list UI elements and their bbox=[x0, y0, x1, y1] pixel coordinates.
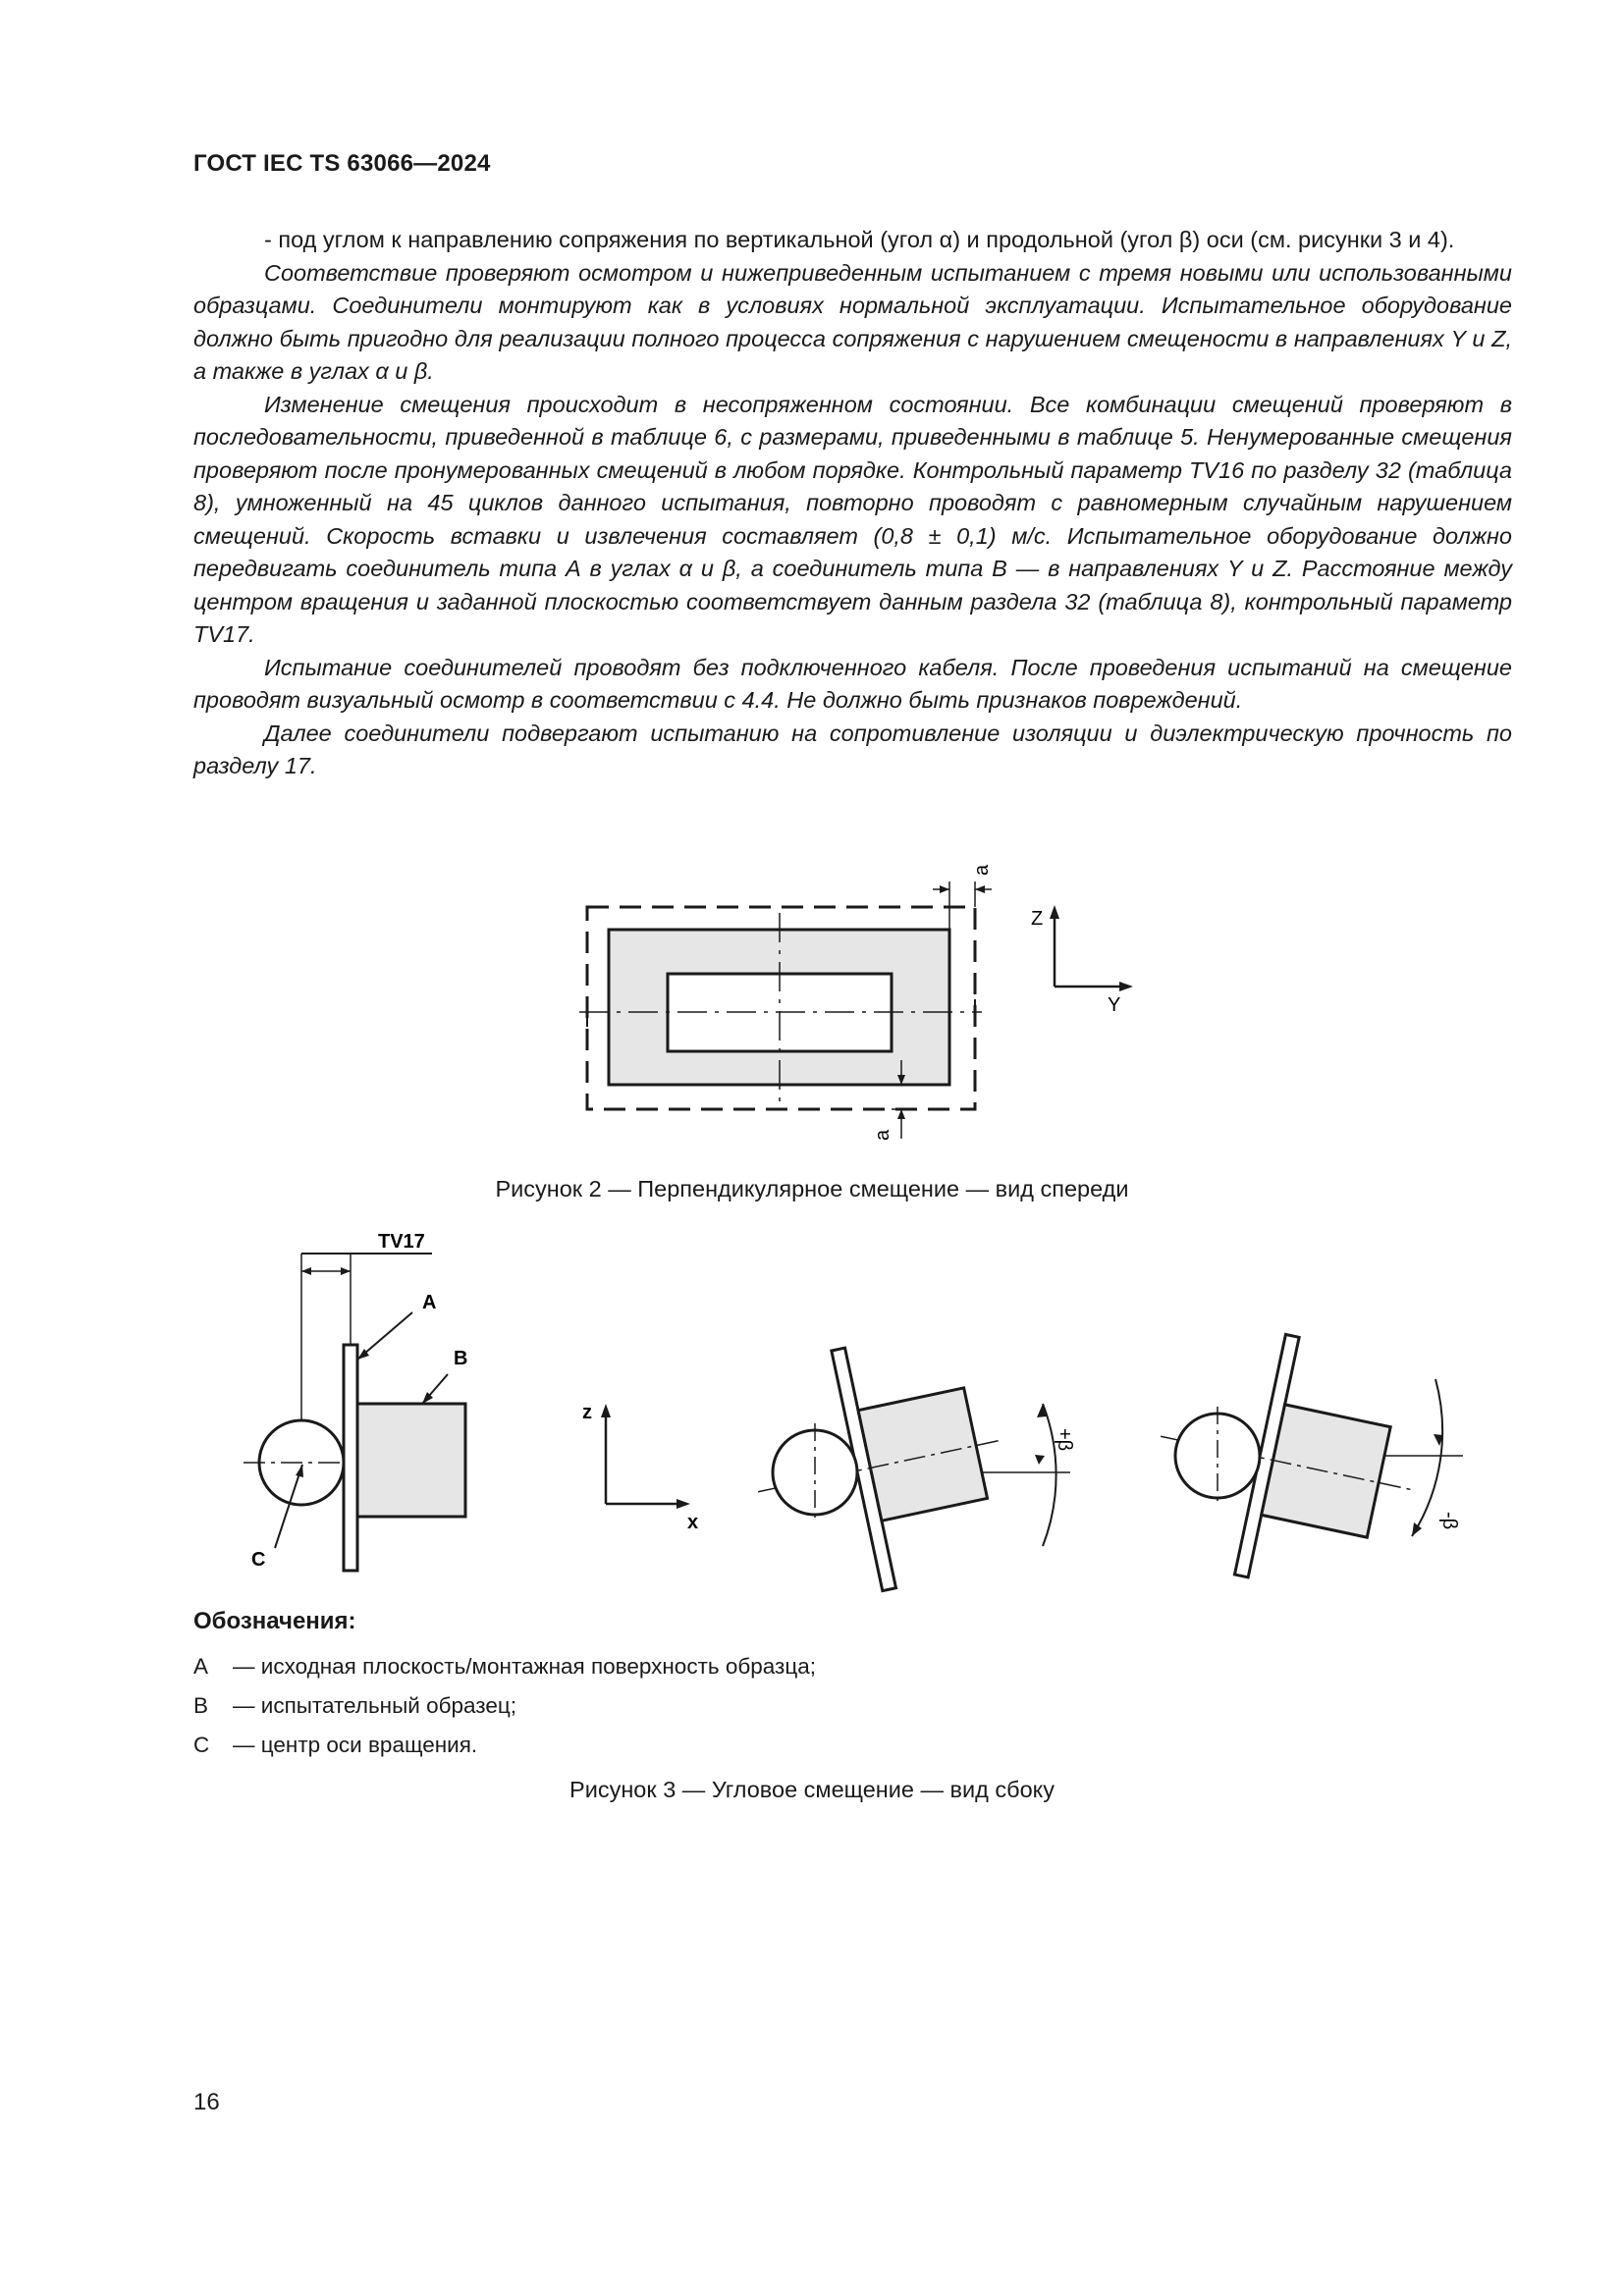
test-specimen bbox=[357, 1404, 465, 1517]
axis-y-label: Y bbox=[1108, 994, 1121, 1016]
document-header: ГОСТ IEC TS 63066—2024 bbox=[193, 150, 491, 177]
label-plus-beta: +β bbox=[1054, 1428, 1075, 1452]
figure-2-diagram bbox=[550, 854, 1159, 1148]
label-a-top: a bbox=[971, 864, 993, 876]
label-A: A bbox=[422, 1292, 437, 1313]
legend-item: B — испытательный образец; bbox=[193, 1693, 516, 1718]
axis-z-label: z bbox=[582, 1402, 592, 1423]
legend-title: Обозначения: bbox=[193, 1608, 356, 1634]
positive-beta-view bbox=[732, 1321, 1075, 1605]
paragraph-5: Далее соединители подвергают испытанию на сопротивление изоляции и диэлектрическую прочность по разделу 17. bbox=[193, 720, 1512, 778]
legend-item: A — исходная плоскость/монтажная поверхность образца; bbox=[193, 1654, 816, 1679]
axis-z-label: Z bbox=[1031, 908, 1044, 930]
label-C: C bbox=[251, 1549, 266, 1571]
negative-beta-view bbox=[1136, 1313, 1463, 1605]
label-a-bottom: a bbox=[872, 1129, 893, 1141]
legend-item: C — центр оси вращения. bbox=[193, 1733, 478, 1757]
reference-view bbox=[244, 1232, 467, 1571]
figure-3-caption: Рисунок 3 — Угловое смещение — вид сбоку bbox=[569, 1777, 1055, 1802]
body-text bbox=[193, 224, 1512, 783]
axes-zx bbox=[582, 1402, 698, 1533]
paragraph-1: - под углом к направлению сопряжения по вертикальной (угол α) и продольной (угол β) оси (см. рисунки 3 и 4). bbox=[264, 227, 1455, 252]
figure-2-caption: Рисунок 2 — Перпендикулярное смещение — вид спереди bbox=[495, 1176, 1129, 1201]
figure-3-diagram bbox=[236, 1232, 1492, 1605]
page-number: 16 bbox=[193, 2089, 220, 2115]
paragraph-3: Изменение смещения происходит в несопряженном состоянии. Все комбинации смещений проверяют в последовательности, приведенной в таблице 6, с размерами, приведенными в таблице 5. Ненумерованные смещения проверяют после пронумерованных смещений в любом порядке. Контрольный параметр TV16 по разделу 32 (таблица 8), умноженный на 45 циклов данного испытания, повторно проводят с равномерным случайным нарушением смещений. Скорость вставки и извлечения составляет (0,8 ± 0,1) м/с. Испытательное оборудование должно передвигать соединитель типа А в углах α и β, а соединитель типа В — в направлениях Y и Z. Расстояние между центром вращения и заданной плоскостью соответствует данным раздела 32 (таблица 8), контрольный параметр TV17. bbox=[193, 391, 1513, 647]
label-minus-beta: -β bbox=[1438, 1512, 1460, 1530]
label-B: B bbox=[454, 1348, 468, 1369]
axis-x-label: x bbox=[687, 1512, 699, 1533]
label-tv17: TV17 bbox=[378, 1232, 425, 1253]
reference-plate bbox=[344, 1345, 357, 1571]
paragraph-4: Испытание соединителей проводят без подключенного кабеля. После проведения испытаний на смещение проводят визуальный осмотр в соответствии с 4.4. Не должно быть признаков повреждений. bbox=[193, 654, 1512, 713]
paragraph-2: Соответствие проверяют осмотром и нижеприведенным испытанием с тремя новыми или использованными образцами. Соединители монтируют как в условиях нормальной эксплуатации. Испытательное оборудование должно быть пригодно для реализации полного процесса сопряжения с нарушением смещености в направлениях Y и Z, а также в углах α и β. bbox=[193, 259, 1512, 384]
